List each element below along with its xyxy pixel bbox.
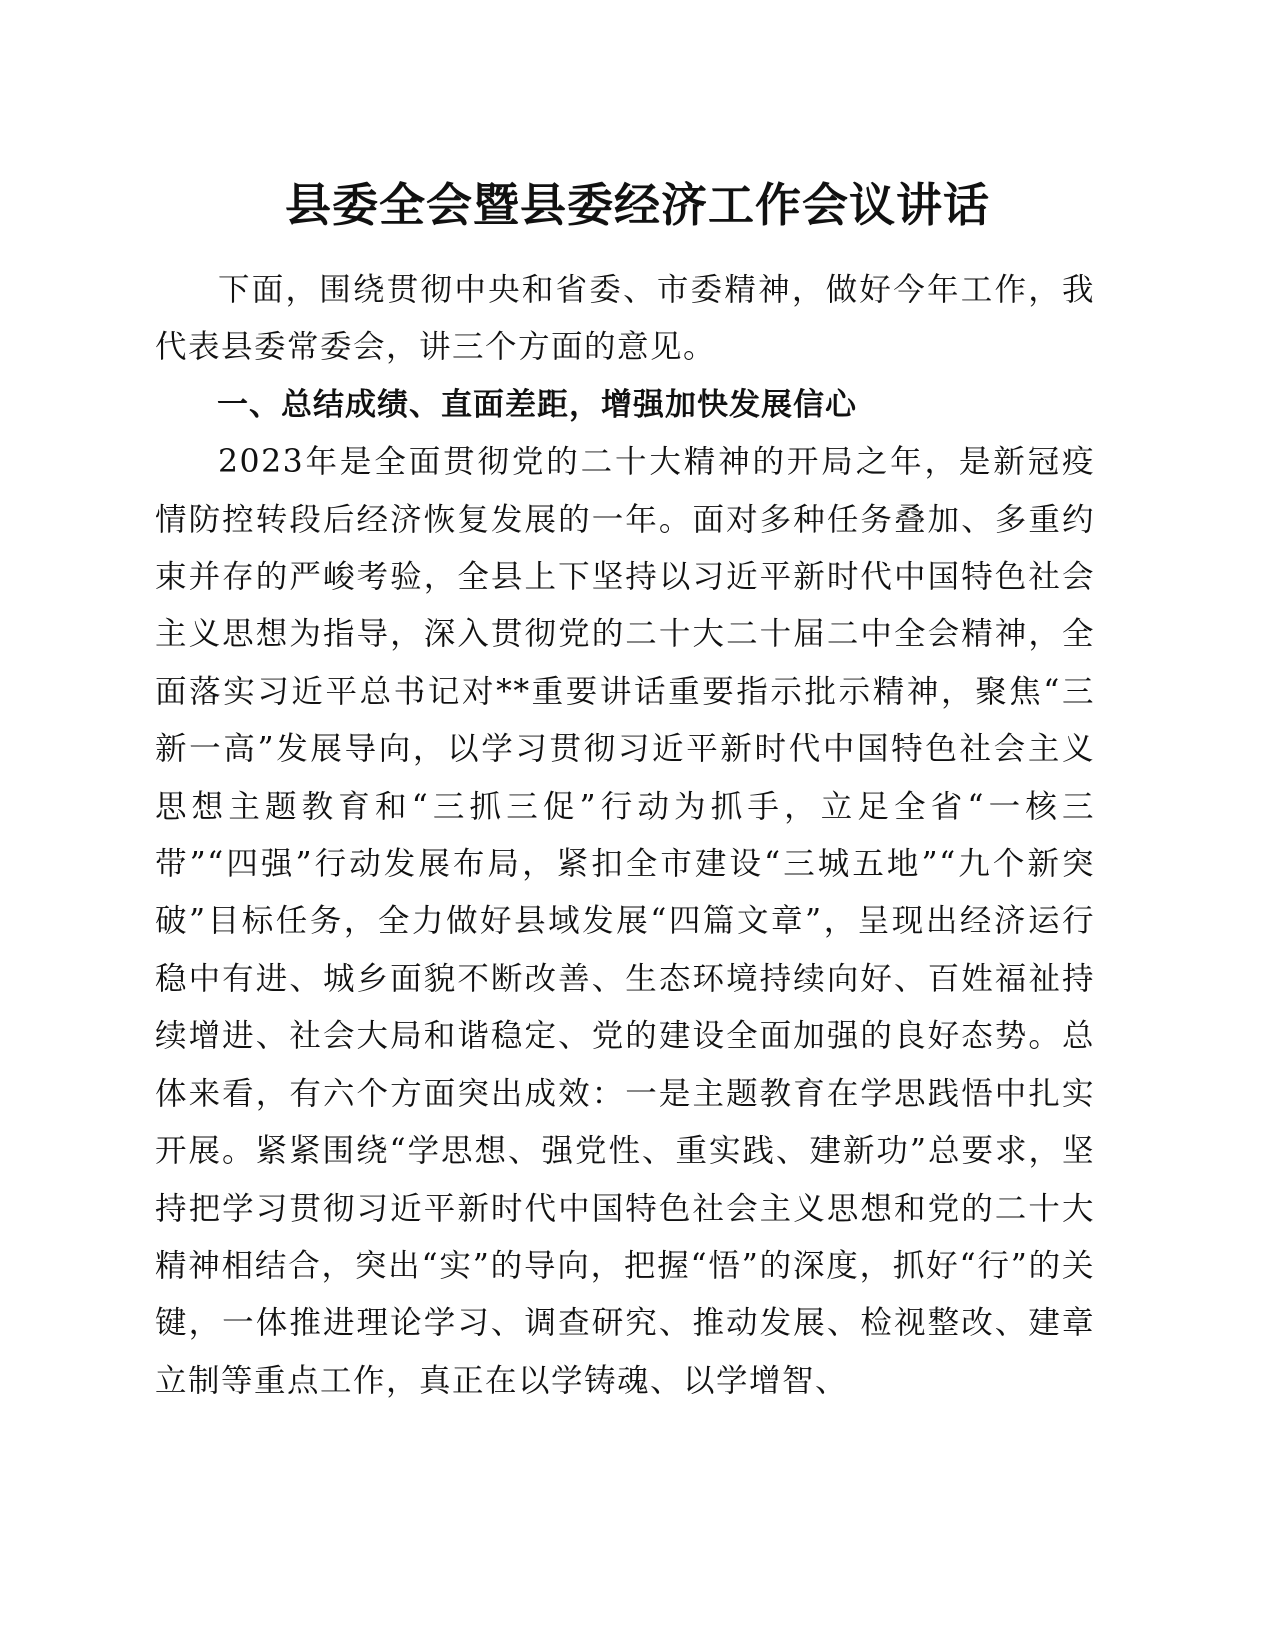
document-body <box>155 262 1095 1410</box>
document-title: 县委全会暨县委经济工作会议讲话 <box>285 178 990 232</box>
section-1-paragraph: 2023年是全面贯彻党的二十大精神的开局之年，是新冠疫情防控转段后经济恢复发展的一年。面对多种任务叠加、多重约束并存的严峻考验，全县上下坚持以习近平新时代中国特色社会主义思想为指导，深入贯彻党的二十大二十届二中全会精神，全面落实习近平总书记对**重要讲话重要指示批示精神，聚焦“三新一高”发展导向，以学习贯彻习近平新时代中国特色社会主义思想主题教育和“三抓三促”行动为抓手，立足全省“一核三带”“四强”行动发展布局，紧扣全市建设“三城五地”“九个新突破”目标任务，全力做好县域发展“四篇文章”，呈现出经济运行稳中有进、城乡面貌不断改善、生态环境持续向好、百姓福祉持续增进、社会大局和谐稳定、党的建设全面加强的良好态势。总体来看，有六个方面突出成效：一是主题教育在学思践悟中扎实开展。紧紧围绕“学思想、强党性、重实践、建新功”总要求，坚持把学习贯彻习近平新时代中国特色社会主义思想和党的二十大精神相结合，突出“实”的导向，把握“悟”的深度，抓好“行”的关键，一体推进理论学习、调查研究、推动发展、检视整改、建章立制等重点工作，真正在以学铸魂、以学增智、 <box>155 444 1095 1399</box>
intro-paragraph: 下面，围绕贯彻中央和省委、市委精神，做好今年工作，我代表县委常委会，讲三个方面的意见。 <box>155 272 1095 366</box>
section-1-heading: 一、总结成绩、直面差距，增强加快发展信心 <box>217 386 857 423</box>
